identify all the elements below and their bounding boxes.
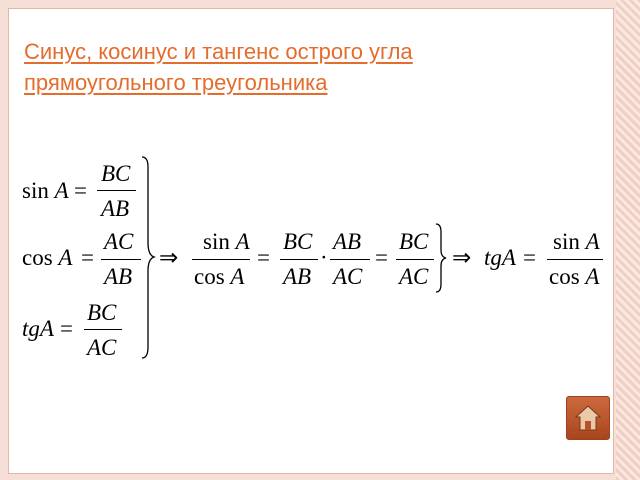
tg-label: tgA (22, 316, 54, 341)
fraction-numerator: AC (104, 229, 134, 254)
fraction-bar (192, 259, 250, 260)
tg-label: tgA (484, 245, 516, 270)
equals-sign: = (257, 245, 270, 270)
fraction-numerator: sin A (553, 229, 600, 254)
equals-sign: = (375, 245, 388, 270)
equals-sign: = (523, 245, 536, 270)
implies-arrow: ⇒ (452, 245, 472, 270)
fraction-numerator: AB (333, 229, 362, 254)
curly-brace-left-system (140, 155, 156, 360)
fraction-denominator: AC (399, 264, 429, 289)
home-button[interactable] (566, 396, 610, 440)
fraction-bar (330, 259, 370, 260)
fraction-denominator: AB (104, 264, 133, 289)
title-line-2: прямоугольного треугольника (24, 70, 328, 95)
curly-brace-right (434, 222, 448, 294)
fraction-denominator: AC (87, 335, 117, 360)
multiply-dot: · (320, 245, 328, 270)
fraction-numerator: sin A (203, 229, 250, 254)
fraction-bar (97, 190, 136, 191)
fraction-bar (547, 259, 603, 260)
fraction-denominator: AB (283, 264, 312, 289)
implies-arrow: ⇒ (159, 245, 179, 270)
fraction-numerator: BC (87, 300, 117, 325)
equals-sign: = (74, 178, 87, 203)
fraction-bar (396, 259, 434, 260)
fraction-denominator: AB (101, 196, 130, 221)
home-icon (573, 403, 603, 433)
equals-sign: = (60, 316, 73, 341)
cos-label: cos A (22, 245, 73, 270)
fraction-bar (101, 259, 141, 260)
fraction-numerator: BC (101, 161, 131, 186)
fraction-denominator: cos A (194, 264, 245, 289)
sin-label: sin A (22, 178, 69, 203)
fraction-bar (280, 259, 318, 260)
fraction-numerator: BC (399, 229, 429, 254)
fraction-denominator: cos A (549, 264, 600, 289)
equals-sign: = (81, 245, 94, 270)
fraction-denominator: AC (333, 264, 363, 289)
fraction-bar (84, 329, 122, 330)
title-line-1: Синус, косинус и тангенс острого угла (24, 39, 413, 64)
fraction-numerator: BC (283, 229, 313, 254)
